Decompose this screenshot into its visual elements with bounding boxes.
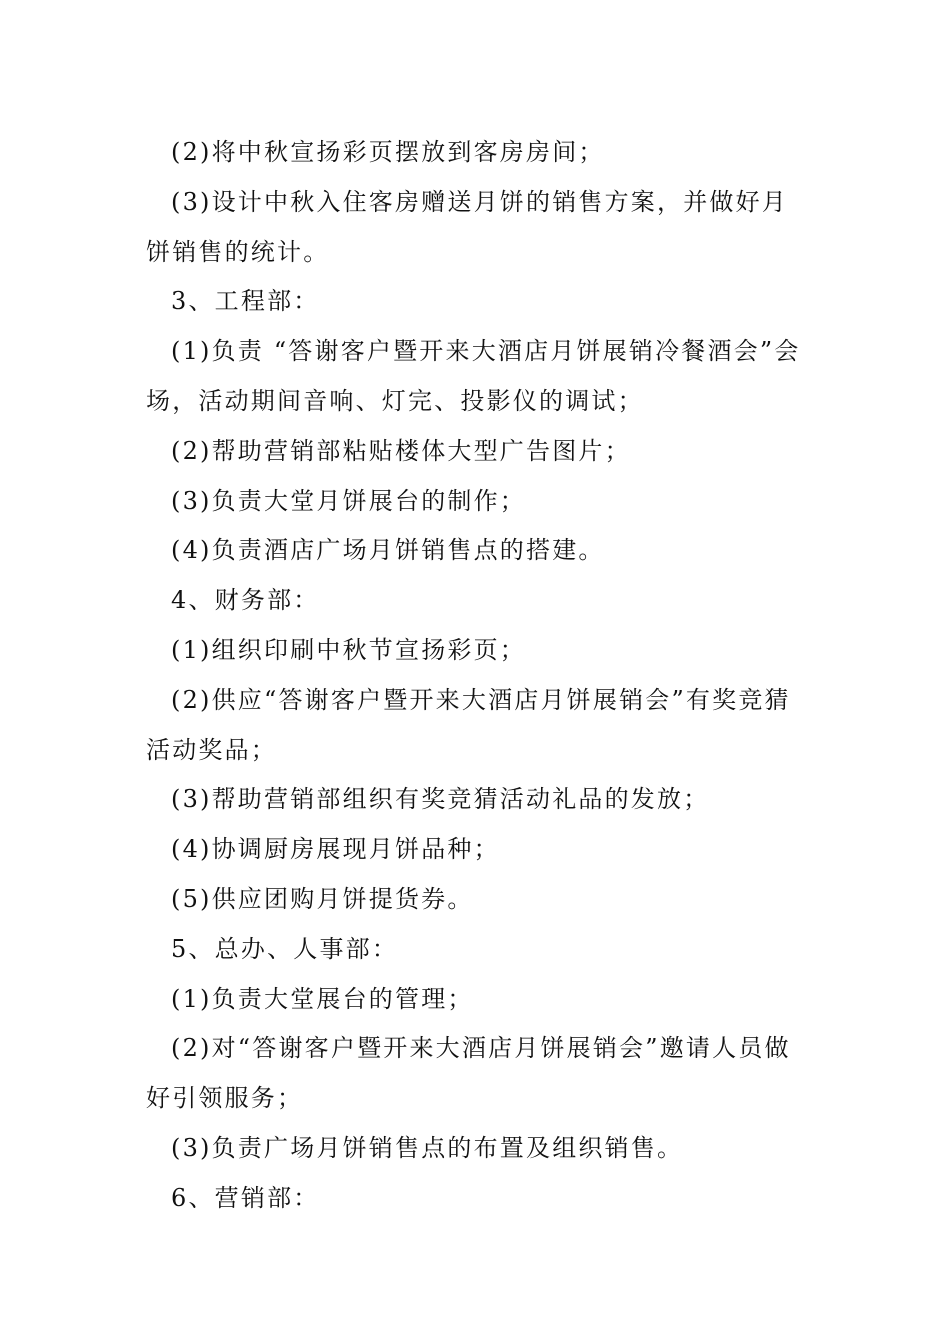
document-body (146, 128, 806, 1224)
section-heading-marketing: 6、营销部： (171, 1183, 320, 1212)
paragraph-10: (2)供应“答谢客户暨开来大酒店月饼展销会”有奖竞猜活动奖品； (146, 685, 791, 764)
paragraph-2: (3)设计中秋入住客房赠送月饼的销售方案，并做好月饼销售的统计。 (146, 187, 788, 266)
paragraph-7: (4)负责酒店广场月饼销售点的搭建。 (171, 536, 605, 565)
paragraph-9: (1)组织印刷中秋节宣扬彩页； (171, 635, 526, 664)
section-heading-engineering: 3、工程部： (171, 287, 320, 316)
paragraph-1: (2)将中秋宣扬彩页摆放到客房房间； (171, 138, 605, 166)
paragraph-12: (4)协调厨房展现月饼品种； (171, 835, 500, 864)
paragraph-5: (2)帮助营销部粘贴楼体大型广告图片； (171, 436, 631, 465)
paragraph-11: (3)帮助营销部组织有奖竞猜活动礼品的发放； (171, 785, 710, 814)
paragraph-16: (2)对“答谢客户暨开来大酒店月饼展销会”邀请人员做好引领服务； (146, 1034, 791, 1113)
paragraph-13: (5)供应团购月饼提货券。 (171, 884, 474, 913)
section-heading-finance: 4、财务部： (171, 586, 320, 615)
paragraph-6: (3)负责大堂月饼展台的制作； (171, 486, 526, 515)
paragraph-17: (3)负责广场月饼销售点的布置及组织销售。 (171, 1133, 684, 1162)
section-heading-general-office-hr: 5、总办、人事部： (171, 934, 399, 963)
paragraph-15: (1)负责大堂展台的管理； (171, 984, 474, 1013)
paragraph-4: (1)负责 “答谢客户暨开来大酒店月饼展销冷餐酒会”会场，活动期间音响、灯完、投影仪的调试； (146, 337, 801, 415)
